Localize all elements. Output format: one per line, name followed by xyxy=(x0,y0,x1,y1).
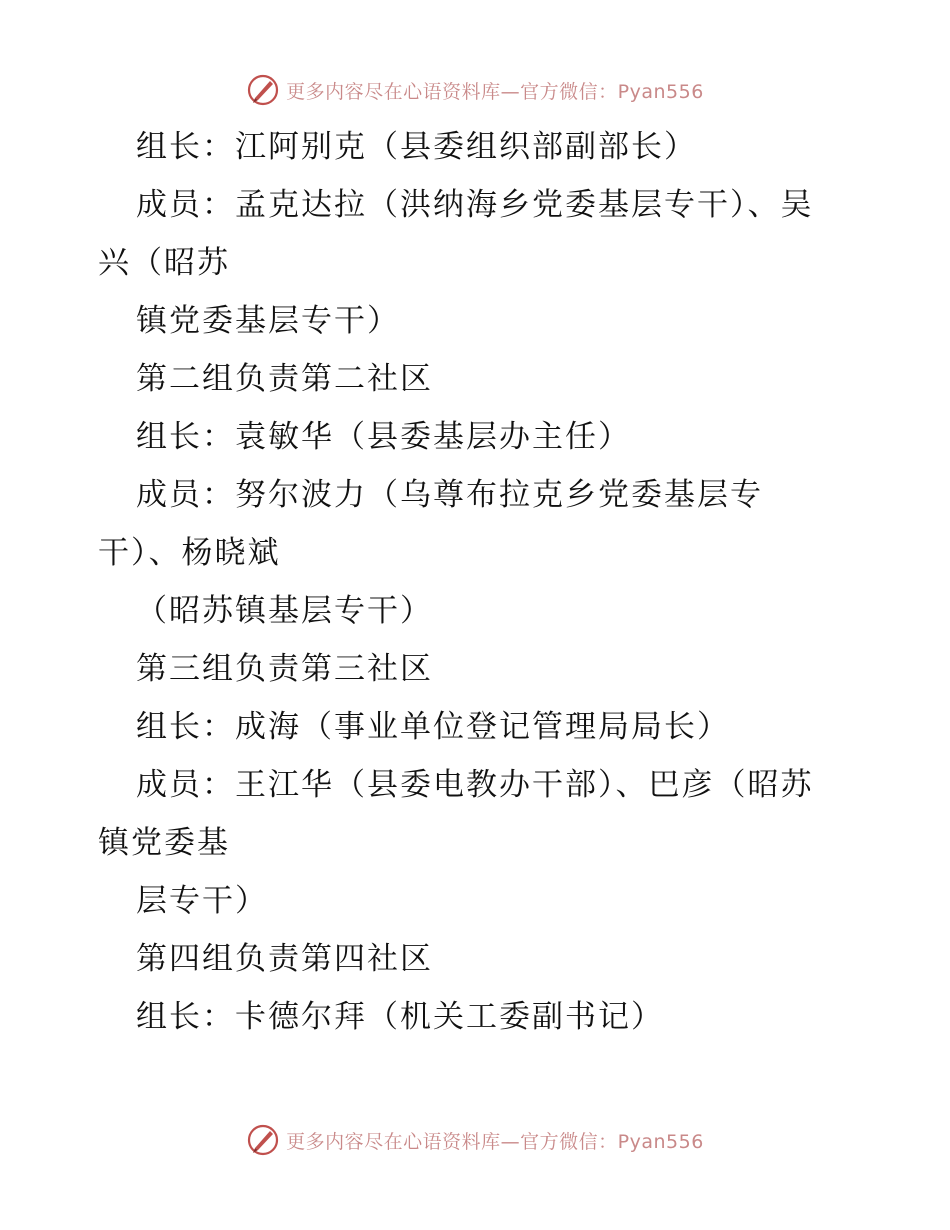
text-line: 成员：孟克达拉（洪纳海乡党委基层专干）、吴 xyxy=(136,187,814,223)
text-line: 镇党委基层专干） xyxy=(136,303,400,339)
text-line: 干）、杨晓斌 xyxy=(98,535,281,571)
watermark-text: 更多内容尽在心语资料库—官方微信：Pyan556 xyxy=(286,1130,704,1153)
section-heading: 第二组负责第二社区 xyxy=(136,361,433,397)
quill-logo-icon xyxy=(246,1123,280,1157)
text-line: 兴（昭苏 xyxy=(98,245,230,281)
text-line: 成员：王江华（县委电教办干部）、巴彦（昭苏 xyxy=(136,767,814,803)
section-heading: 第四组负责第四社区 xyxy=(136,941,433,977)
header-watermark xyxy=(0,70,950,110)
text-line: 组长：江阿别克（县委组织部副部长） xyxy=(136,129,697,165)
watermark-text: 更多内容尽在心语资料库—官方微信：Pyan556 xyxy=(286,80,704,103)
quill-logo-icon xyxy=(246,73,280,107)
text-line: 组长：卡德尔拜（机关工委副书记） xyxy=(136,999,664,1035)
section-heading: 第三组负责第三社区 xyxy=(136,651,433,687)
text-line: 组长：袁敏华（县委基层办主任） xyxy=(136,419,631,455)
text-line: 镇党委基 xyxy=(98,825,230,861)
text-line: （昭苏镇基层专干） xyxy=(136,593,433,629)
text-line: 组长：成海（事业单位登记管理局局长） xyxy=(136,709,730,745)
text-line: 成员：努尔波力（乌尊布拉克乡党委基层专 xyxy=(136,477,763,513)
footer-watermark xyxy=(0,1120,950,1160)
text-line: 层专干） xyxy=(136,883,268,919)
